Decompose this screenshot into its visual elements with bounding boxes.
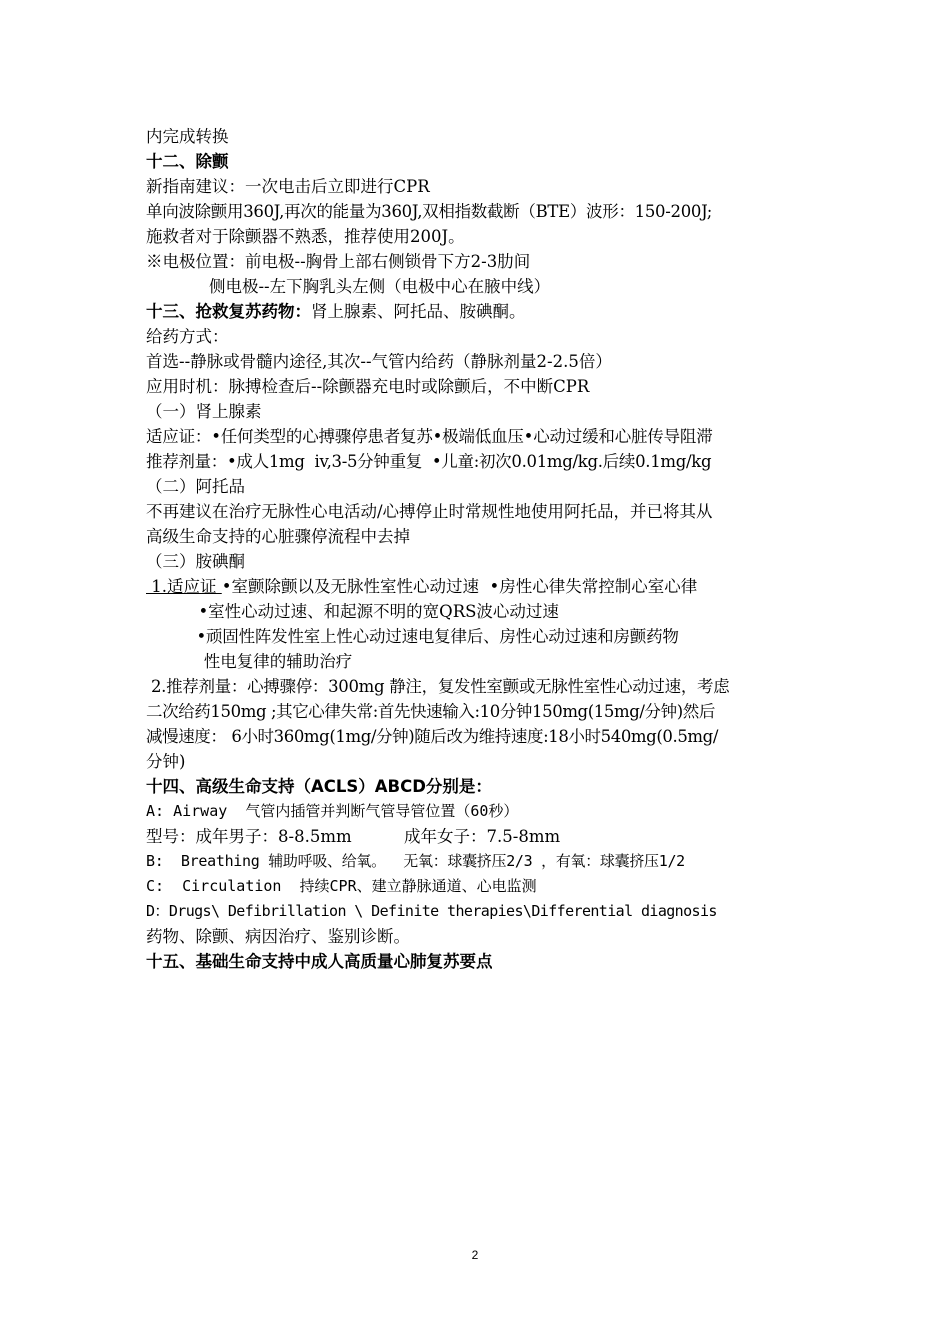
text-line: 推荐剂量：•成人1mg iv,3-5分钟重复 •儿童:初次0.01mg/kg.后续0.1mg/kg [146, 452, 712, 471]
text-line: 分钟) [146, 752, 186, 771]
subheading: （三）胺碘酮 [146, 552, 245, 571]
section-heading-13: 十三、抢救复苏药物： [146, 302, 311, 321]
section-heading-14: 十四、高级生命支持（ACLS）ABCD分别是： [146, 777, 492, 796]
text-line: 不再建议在治疗无脉性心电活动/心搏停止时常规性地使用阿托品，并已将其从 [146, 502, 713, 521]
text-line: 肾上腺素、阿托品、胺碘酮。 [311, 302, 526, 321]
text-line: •室颤除颤以及无脉性室性心动过速 •房性心律失常控制心室心律 [221, 577, 698, 596]
section-heading-13-line [146, 299, 810, 324]
underlined-label: 1.适应证 [146, 577, 222, 596]
text-line: D：Drugs\ Defibrillation \ Definite therapies\Differential diagnosis [146, 902, 717, 920]
text-line: 高级生命支持的心脏骤停流程中去掉 [146, 527, 410, 546]
subheading: （一）肾上腺素 [146, 402, 262, 421]
text-line: 适应证：•任何类型的心搏骤停患者复苏•极端低血压•心动过缓和心脏传导阻滞 [146, 427, 713, 446]
section-heading-12: 十二、除颤 [146, 152, 229, 171]
text-line: •顽固性阵发性室上性心动过速电复律后、房性心动过速和房颤药物 [146, 627, 679, 646]
text-line: 2.推荐剂量：心搏骤停：300mg 静注，复发性室颤或无脉性室性心动过速，考虑 [146, 677, 730, 696]
text-line: 二次给药150mg ;其它心律失常:首先快速输入:10分钟150mg(15mg/分钟)然后 [146, 702, 715, 721]
text-line: 给药方式： [146, 327, 229, 346]
subheading: （二）阿托品 [146, 477, 245, 496]
text-line: 新指南建议：一次电击后立即进行CPR [146, 177, 430, 196]
text-line: 施救者对于除颤器不熟悉，推荐使用200J。 [146, 227, 465, 246]
text-line: 型号：成年男子：8-8.5mm 成年女子：7.5-8mm [146, 827, 561, 846]
text-line: 药物、除颤、病因治疗、鉴别诊断。 [146, 927, 410, 946]
text-line: 性电复律的辅助治疗 [146, 652, 353, 671]
text-line: B: Breathing 辅助呼吸、给氧。 无氧：球囊挤压2/3 ，有氧：球囊挤压1/2 [146, 852, 685, 870]
document-body [146, 124, 810, 974]
text-line: 应用时机：脉搏检查后--除颤器充电时或除颤后，不中断CPR [146, 377, 590, 396]
text-line: 首选--静脉或骨髓内途径,其次--气管内给药（静脉剂量2-2.5倍） [146, 352, 612, 371]
text-line: 侧电极--左下胸乳头左侧（电极中心在腋中线） [146, 277, 551, 296]
text-line: C: Circulation 持续CPR、建立静脉通道、心电监测 [146, 877, 537, 895]
text-line: 单向波除颤用360J,再次的能量为360J,双相指数截断（BTE）波形：150-200J; [146, 202, 713, 221]
text-line: •室性心动过速、和起源不明的宽QRS波心动过速 [146, 602, 559, 621]
text-line: 减慢速度： 6小时360mg(1mg/分钟)随后改为维持速度:18小时540mg(0.5mg/ [146, 727, 718, 746]
text-line: 内完成转换 [146, 127, 229, 146]
page-number: 2 [471, 1248, 479, 1262]
text-line: A: Airway 气管内插管并判断气管导管位置（60秒） [146, 802, 519, 820]
section-heading-15: 十五、基础生命支持中成人高质量心肺复苏要点 [146, 952, 493, 971]
text-line [146, 574, 810, 599]
text-line: ※电极位置：前电极--胸骨上部右侧锁骨下方2-3肋间 [146, 252, 531, 271]
